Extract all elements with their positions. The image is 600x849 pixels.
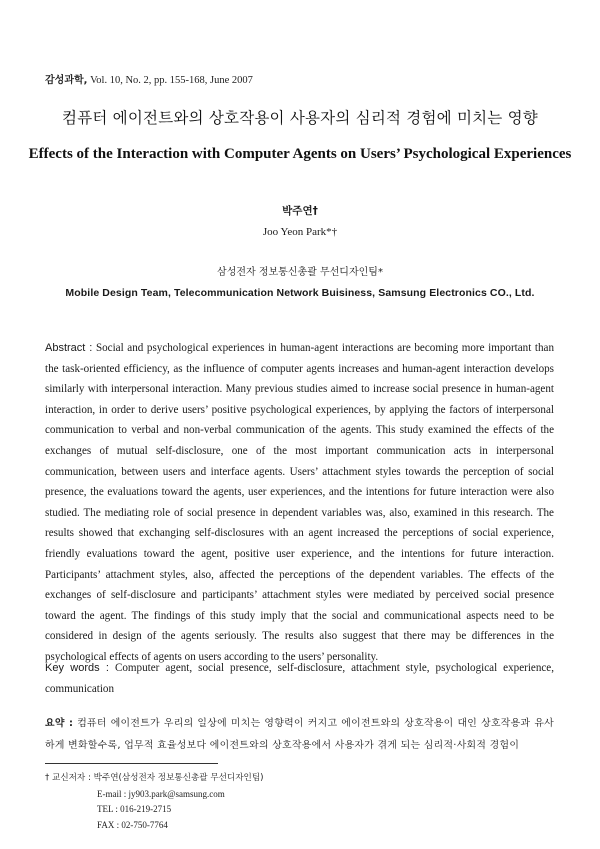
- korean-abstract-label: 요약 :: [45, 718, 74, 729]
- korean-abstract-text: 컴퓨터 에이전트가 우리의 일상에 미치는 영향력이 커지고 에이전트와의 상호작용이 대인 상호작용과 유사하게 변화할수록, 업무적 효율성보다 에이전트와의 상호작용에서 사용자가 겪게 되는 심리적·사회적 경험이: [45, 718, 554, 751]
- journal-info: Vol. 10, No. 2, pp. 155-168, June 2007: [90, 75, 253, 86]
- footnote-fax: FAX : 02-750-7764: [97, 819, 168, 830]
- footnote: [45, 771, 554, 833]
- keywords-text: Computer agent, social presence, self-disclosure, attachment style, psychological experience, communication: [45, 662, 554, 695]
- abstract-section: [45, 338, 554, 668]
- keywords-label: Key words :: [45, 662, 109, 674]
- footnote-email: E-mail : jy903.park@samsung.com: [97, 788, 225, 799]
- author-korean: 박주연†: [282, 205, 318, 217]
- title-english: Effects of the Interaction with Computer Agents on Users’ Psychological Experiences: [28, 146, 572, 162]
- footnote-divider: [45, 763, 218, 764]
- journal-header: [45, 71, 253, 86]
- affiliation-korean: 삼성전자 정보통신총괄 무선디자인팀*: [217, 267, 383, 278]
- author-english: Joo Yeon Park*†: [262, 226, 338, 238]
- footnote-tel: TEL : 016-219-2715: [97, 804, 172, 814]
- korean-abstract-section: [45, 713, 554, 757]
- abstract-label: Abstract :: [45, 342, 93, 354]
- affiliation-english: Mobile Design Team, Telecommunication Network Buisiness, Samsung Electronics CO., Ltd.: [65, 287, 535, 299]
- footnote-corresponding-author: † 교신저자 : 박주연(삼성전자 정보통신총괄 무선디자인팀): [45, 773, 264, 783]
- keywords-section: [45, 658, 554, 699]
- abstract-text: Social and psychological experiences in human-agent interactions are becoming more important than the task-oriented efficiency, as the influence of computer agents increases and human-agent interaction develops similarly with interpersonal interaction. Many previous studies aimed to increase social presence in human-agent interaction, in order to derive users’ positive psychological experiences, by applying the factors of interpersonal communication to verbal and non-verbal communication of the agents. This study examined the effects of the exchanges of mutual self-disclosure, one of the most important communication acts in interpersonal communication, between users and interface agents. Users’ attachment styles towards the perception of social presence, the evaluations toward the agents, user experiences, and the intentions for future interaction were also studied. The mediating role of social presence in dependent variables was, also, examined in this research. The results showed that exchanging self-disclosures with an agent increased the perceptions of social experience, friendly evaluations toward the agent, positive user experience, and the intentions for future interaction. Participants’ attachment styles, also, affected the perceptions of the dependent variables. The effects of the exchanges of self-disclosure and participants’ attachment styles were mediated by perceived social presence toward the agent. The findings of this study imply that the social and communicational aspects need to be considered in design of the agents seriously. The results also suggest that there may be differences in the psychological effects of agents on users according to the users’ personality.: [45, 342, 555, 663]
- journal-name: 감성과학,: [45, 75, 88, 86]
- title-korean: 컴퓨터 에이전트와의 상호작용이 사용자의 심리적 경험에 미치는 영향: [62, 109, 538, 127]
